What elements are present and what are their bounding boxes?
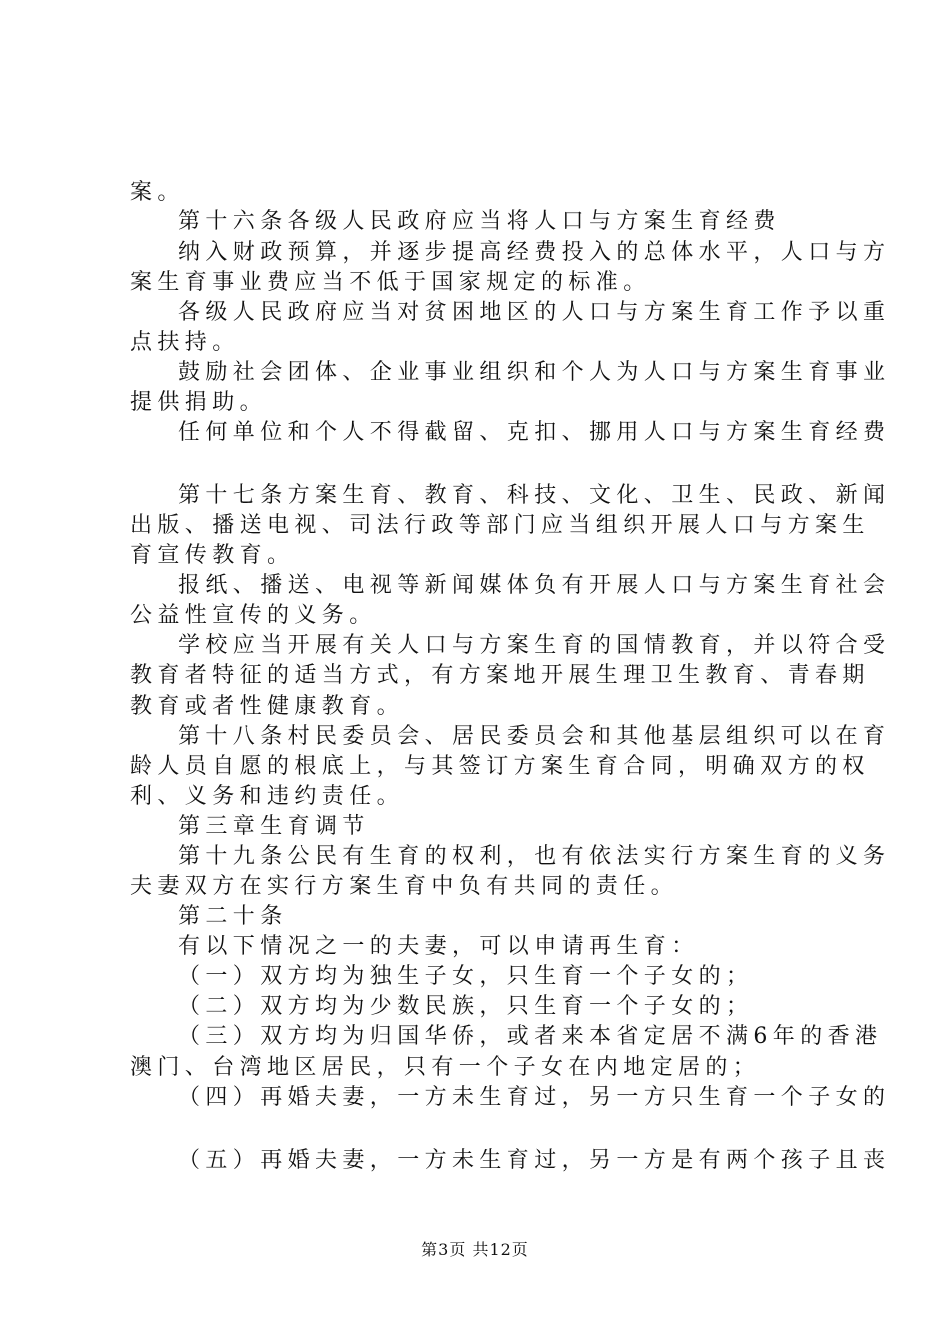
- text-line: 第二十条: [178, 904, 288, 929]
- text-line: 夫妻双方在实行方案生育中负有共同的责任。: [130, 874, 679, 899]
- text-line: 第十七条方案生育、教育、科技、文化、卫生、民政、新闻: [178, 483, 891, 508]
- text-line: 任何单位和个人不得截留、克扣、挪用人口与方案生育经费: [178, 420, 891, 445]
- list-item: （三）双方均为归国华侨，或者来本省定居不满6年的香港: [178, 1024, 883, 1049]
- text-line: 利、义务和违约责任。: [130, 784, 405, 809]
- text-line: 教育者特征的适当方式，有方案地开展生理卫生教育、青春期: [130, 663, 870, 688]
- text-line: 第十九条公民有生育的权利，也有依法实行方案生育的义务: [178, 844, 891, 869]
- text-line: 龄人员自愿的根底上，与其签订方案生育合同，明确双方的权: [130, 754, 870, 779]
- text-line: 鼓励社会团体、企业事业组织和个人为人口与方案生育事业: [178, 360, 891, 385]
- text-line: 公益性宣传的义务。: [130, 603, 377, 628]
- text-line: 点扶持。: [130, 330, 240, 355]
- list-item: （四）再婚夫妻，一方未生育过，另一方只生育一个子女的: [178, 1085, 891, 1110]
- section-heading: 第三章生育调节: [178, 814, 370, 839]
- text-line: 各级人民政府应当对贫困地区的人口与方案生育工作予以重: [178, 300, 891, 325]
- text-line: 第十六条各级人民政府应当将人口与方案生育经费: [178, 209, 781, 234]
- list-item: 澳门、台湾地区居民，只有一个子女在内地定居的；: [130, 1055, 761, 1080]
- list-item: （二）双方均为少数民族，只生育一个子女的；: [178, 994, 754, 1019]
- list-item: （一）双方均为独生子女，只生育一个子女的；: [178, 964, 754, 989]
- text-line: 育宣传教育。: [130, 543, 295, 568]
- text-line: 出版、播送电视、司法行政等部门应当组织开展人口与方案生: [130, 513, 870, 538]
- text-line: 教育或者性健康教育。: [130, 694, 405, 719]
- text-line: 案生育事业费应当不低于国家规定的标准。: [130, 270, 651, 295]
- text-line: 学校应当开展有关人口与方案生育的国情教育，并以符合受: [178, 633, 891, 658]
- text-line: 有以下情况之一的夫妻，可以申请再生育：: [178, 934, 699, 959]
- text-line: 第十八条村民委员会、居民委员会和其他基层组织可以在育: [178, 724, 891, 749]
- text-line: 报纸、播送、电视等新闻媒体负有开展人口与方案生育社会: [178, 573, 891, 598]
- text-line: 案。: [130, 180, 185, 205]
- page-number: 第3页 共12页: [421, 1240, 529, 1259]
- text-line: 纳入财政预算，并逐步提高经费投入的总体水平，人口与方: [178, 240, 891, 265]
- text-line: 提供捐助。: [130, 390, 268, 415]
- list-item: （五）再婚夫妻，一方未生育过，另一方是有两个孩子且丧: [178, 1148, 891, 1173]
